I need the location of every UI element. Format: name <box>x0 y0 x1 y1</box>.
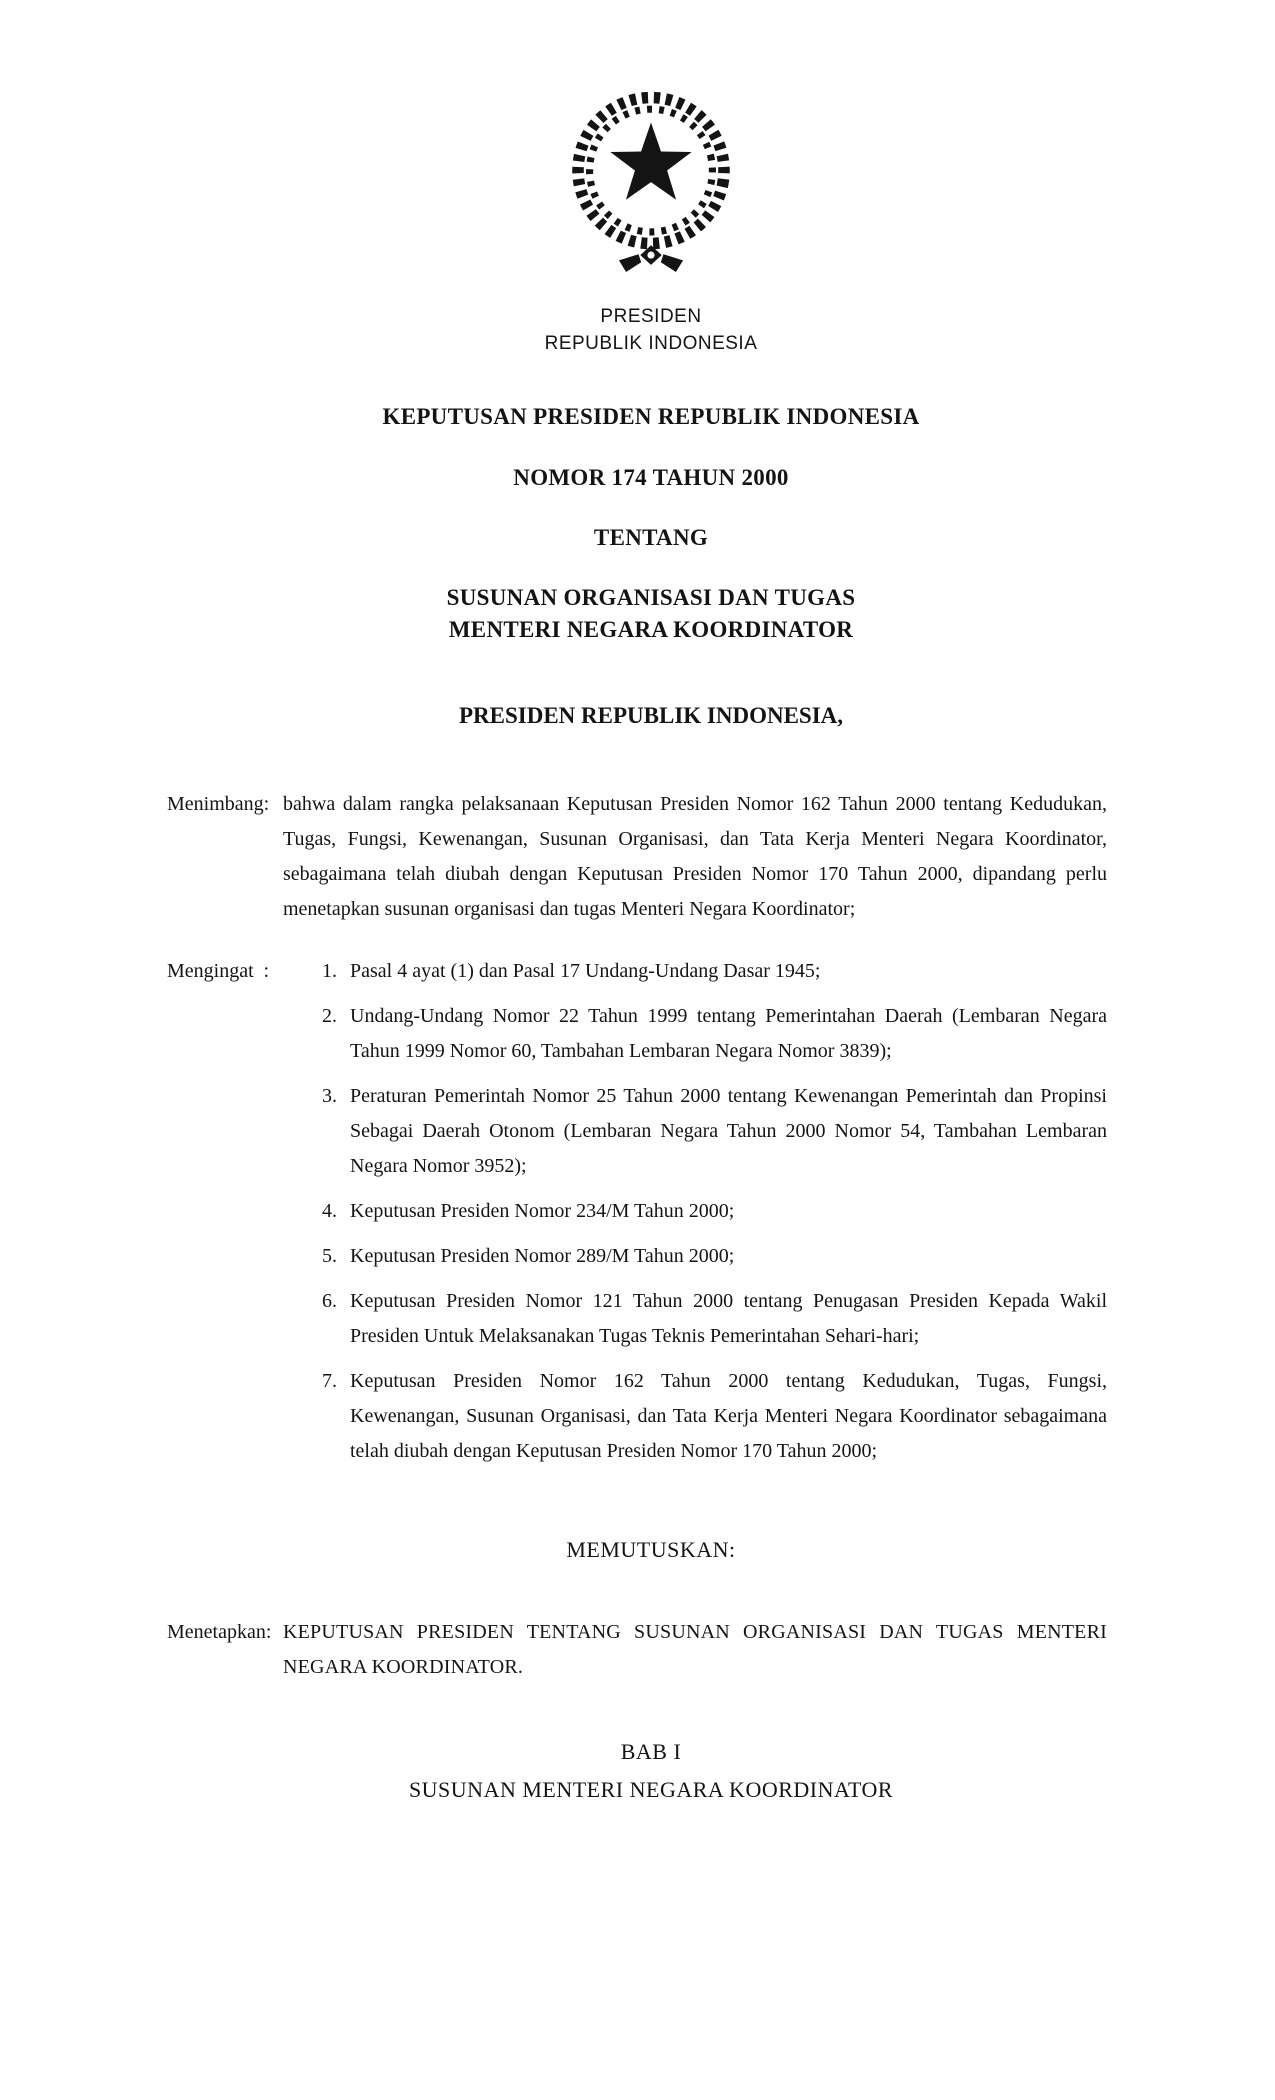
list-item <box>283 1194 1107 1229</box>
considering-label-colon: : <box>263 793 270 815</box>
recalling-label-text: Mengingat <box>167 960 254 982</box>
decree-tentang: TENTANG <box>593 525 709 550</box>
stipulating-label-text: Menetapkan <box>167 1621 266 1643</box>
stipulating-clause <box>167 1615 1107 1685</box>
emblem-container <box>181 85 1121 287</box>
list-item-number: 6. <box>322 1290 337 1312</box>
chapter-subheading: SUSUNAN MENTERI NEGARA KOORDINATOR <box>408 1777 894 1802</box>
salutation: PRESIDEN REPUBLIK INDONESIA, <box>458 703 844 728</box>
list-item <box>283 1364 1107 1469</box>
list-item-number: 1. <box>322 960 337 982</box>
chapter-heading: BAB I <box>620 1739 682 1764</box>
considering-label <box>167 787 283 822</box>
recalling-label-colon: : <box>263 960 269 982</box>
list-item-text: Peraturan Pemerintah Nomor 25 Tahun 2000 tentang Kewenangan Pemerintah dan Propinsi Sebagai Daerah Otonom (Lembaran Negara Tahun 2000 Nomor 54, Tambahan Lembaran Negara Nomor 3952); <box>350 1085 1107 1177</box>
stipulating-label-colon: : <box>265 1621 272 1643</box>
decree-number: NOMOR 174 TAHUN 2000 <box>513 465 789 490</box>
decree-title: KEPUTUSAN PRESIDEN REPUBLIK INDONESIA <box>382 404 920 429</box>
list-item-text: Pasal 4 ayat (1) dan Pasal 17 Undang-Undang Dasar 1945; <box>350 960 821 982</box>
recalling-list-wrap <box>283 954 1107 1469</box>
stipulating-text: KEPUTUSAN PRESIDEN TENTANG SUSUNAN ORGANISASI DAN TUGAS MENTERI NEGARA KOORDINATOR. <box>283 1621 1107 1678</box>
considering-label-text: Menimbang <box>167 793 264 815</box>
list-item-number: 7. <box>322 1370 337 1392</box>
list-item <box>283 1239 1107 1274</box>
list-item-number: 2. <box>322 1005 337 1027</box>
list-item-text: Undang-Undang Nomor 22 Tahun 1999 tentang Pemerintahan Daerah (Lembaran Negara Tahun 1999 Nomor 60, Tambahan Lembaran Negara Nomor 3839); <box>350 1005 1107 1062</box>
considering-text: bahwa dalam rangka pelaksanaan Keputusan Presiden Nomor 162 Tahun 2000 tentang Kedudukan, Tugas, Fungsi, Kewenangan, Susunan Organisasi, dan Tata Kerja Menteri Negara Koordinator, sebagaimana telah diubah dengan Keputusan Presiden Nomor 170 Tahun 2000, dipandang perlu menetapkan susunan organisasi dan tugas Menteri Negara Koordinator; <box>283 793 1107 920</box>
agency-line-republik: REPUBLIK INDONESIA <box>544 333 758 354</box>
presidential-star-wreath-emblem-icon <box>562 85 740 281</box>
agency-caption <box>181 303 1121 357</box>
agency-line-presiden: PRESIDEN <box>600 306 702 327</box>
decree-title-block <box>181 403 1121 643</box>
list-item-number: 5. <box>322 1245 337 1267</box>
considering-clause <box>167 787 1107 927</box>
list-item-number: 4. <box>322 1200 337 1222</box>
chapter-block <box>181 1737 1121 1805</box>
list-item-text: Keputusan Presiden Nomor 234/M Tahun 2000; <box>350 1200 735 1222</box>
list-item-text: Keputusan Presiden Nomor 121 Tahun 2000 tentang Penugasan Presiden Kepada Wakil Presiden Untuk Melaksanakan Tugas Teknis Pemerintahan Sehari-hari; <box>350 1290 1107 1347</box>
list-item <box>283 954 1107 989</box>
list-item <box>283 1079 1107 1184</box>
decree-subject-line1: SUSUNAN ORGANISASI DAN TUGAS <box>446 585 856 610</box>
list-item-text: Keputusan Presiden Nomor 162 Tahun 2000 tentang Kedudukan, Tugas, Fungsi, Kewenangan, Susunan Organisasi, dan Tata Kerja Menteri Negara Koordinator sebagaimana telah diubah dengan Keputusan Presiden Nomor 170 Tahun 2000; <box>350 1370 1107 1462</box>
stipulating-label <box>167 1615 283 1650</box>
list-item-number: 3. <box>322 1085 337 1107</box>
deciding-heading: MEMUTUSKAN: <box>566 1537 736 1562</box>
recalling-list <box>283 954 1107 1469</box>
recalling-label <box>167 954 283 989</box>
list-item <box>283 1284 1107 1354</box>
decree-subject-line2: MENTERI NEGARA KOORDINATOR <box>448 617 854 642</box>
recalling-clause <box>167 954 1107 1469</box>
list-item <box>283 999 1107 1069</box>
list-item-text: Keputusan Presiden Nomor 289/M Tahun 2000; <box>350 1245 735 1267</box>
